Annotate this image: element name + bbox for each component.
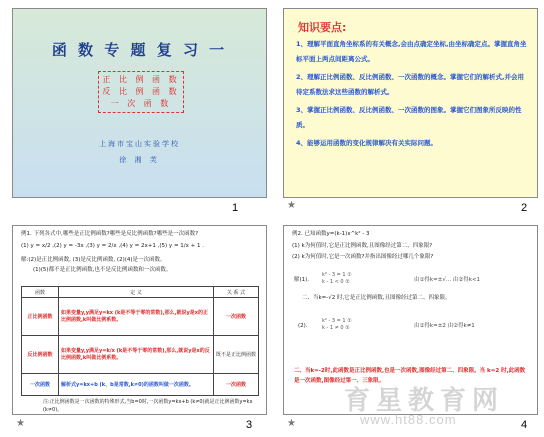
table-note: 注:正比例函数是一次函数的特殊形式,当b=0时,一次函数y=kx+b (k≠0)就是正比例函数y=kx (k≠0)。 [43, 399, 253, 413]
knowledge-heading: 知识要点: [298, 21, 347, 34]
author-name: 徐 湘 芙 [119, 156, 160, 164]
table-cell: 如果变量y,y满足y=k/x (k是不等于零的常数),那么,就说y是x的反比例函数,k叫做比例系数。 [59, 335, 214, 373]
question-part: (2) k为何值时,它是一次函数?并指出图像经过哪几个象限? [292, 254, 434, 260]
table-cell: 一次函数 [22, 373, 59, 395]
function-types-box [98, 71, 184, 113]
equation: k² - 3 = 1 ① [322, 318, 352, 324]
box-line: 反 比 例 函 数 [102, 87, 180, 96]
star-icon[interactable]: ★ [287, 418, 296, 429]
slide-title: 函 数 专 题 复 习 一 [51, 41, 228, 59]
table-cell: 正比例函数 [22, 298, 59, 336]
list-item: 1、理解平面直角坐标系的有关概念,会由点确定坐标,由坐标确定点。掌握直角坐标平面上两点间距离公式。 [296, 40, 527, 63]
table-header: 定 义 [59, 287, 214, 298]
conclusion-text: 二、当k=-2时,此函数是正比例函数,也是一次函数,图像经过第二、四象限。当 k=2 时,此函数是一次函数,图像经过第一、三象限。 [294, 368, 526, 384]
table-header: 函数 [22, 287, 59, 298]
equation-system [322, 272, 352, 286]
table-cell: 反比例函数 [22, 335, 59, 373]
equation: k - 1 ≠ 0 ② [322, 325, 350, 331]
knowledge-list [296, 37, 528, 154]
question-part: (1) k为何值时,它是正比例函数,且图像经过第二、四象限? [292, 243, 433, 249]
equation-result: 由①得k=±2 由②得k≠1 [414, 323, 475, 329]
slide-number: 3 [246, 419, 253, 431]
list-item: 3、掌握正比例函数、反比例函数、一次函数的图象。掌握它们图象所反映的性质。 [296, 106, 522, 129]
box-line: 正 比 例 函 数 [102, 75, 180, 84]
slide-thumbnail-3[interactable] [12, 225, 267, 415]
school-name: 上海市宝山实验学校 [99, 140, 180, 148]
equation-result: 由①得k=±√... 由②得k<1 [414, 277, 481, 283]
table-cell: 既不是正比例函数 [214, 335, 259, 373]
table-cell: 解析式y=kx+b (k、b是常数,k≠0)的函数叫做一次函数。 [59, 373, 214, 395]
table-cell: 一次函数 [214, 298, 259, 336]
solution-line: (1)(5)都不是正比例函数,也不是反比例函数和一次函数。 [33, 267, 172, 273]
slide-thumbnail-1[interactable] [12, 8, 267, 198]
list-item: 2、理解正比例函数、反比例函数、一次函数的概念。掌握它们的解析式,并会用待定系数法求这些函数的解析式。 [296, 73, 524, 96]
box-line: 一 次 函 数 [110, 99, 172, 108]
watermark-url: www.ht88.com [360, 412, 457, 427]
table-header: 关 系 式 [214, 287, 259, 298]
definition-table [21, 286, 259, 396]
star-icon[interactable]: ★ [16, 418, 25, 429]
equation-system [322, 318, 352, 332]
solution-label: (2). [298, 323, 308, 329]
table-cell: 一次函数 [214, 373, 259, 395]
list-item: 4、能够运用函数的变化规律解决有关实际问题。 [296, 139, 438, 147]
solution-label: 解(1). [294, 277, 310, 283]
table-cell: 如果变量y,y满足y=kx (k是不等于零的常数),那么,就说y是x的正比例函数,k叫做比例系数。 [59, 298, 214, 336]
equation: k² - 3 = 1 ① [322, 272, 352, 278]
slide-number: 4 [521, 419, 528, 431]
example-question: 例2. 已知函数y=(k-1)x^k² - 3 [292, 231, 370, 237]
star-icon[interactable]: ★ [287, 200, 296, 211]
equation: k - 1 < 0 ② [322, 279, 350, 285]
example-expressions: (1) y = x/2 ,(2) y = -3x ,(3) y = 2/x ,(4) y = 2x+1 ,(5) y = 1/x + 1 . [21, 243, 205, 249]
solution-line: 二、当k=-√2 时,它是正比例函数,且图像经过第二、四象限。 [302, 295, 451, 301]
watermark-logo-text: 育星教育网 [344, 386, 505, 416]
solution-line: 解:(2)是正比例函数, (3)是反比例函数, (2)(4)是一次函数。 [21, 257, 166, 263]
slide-number: 2 [521, 202, 528, 214]
slide-thumbnail-2[interactable] [283, 8, 538, 198]
example-question: 例1. 下列各式中,哪些是正比例函数?哪些是反比例函数?哪些是一次函数? [21, 231, 199, 237]
slide-number: 1 [232, 202, 239, 214]
